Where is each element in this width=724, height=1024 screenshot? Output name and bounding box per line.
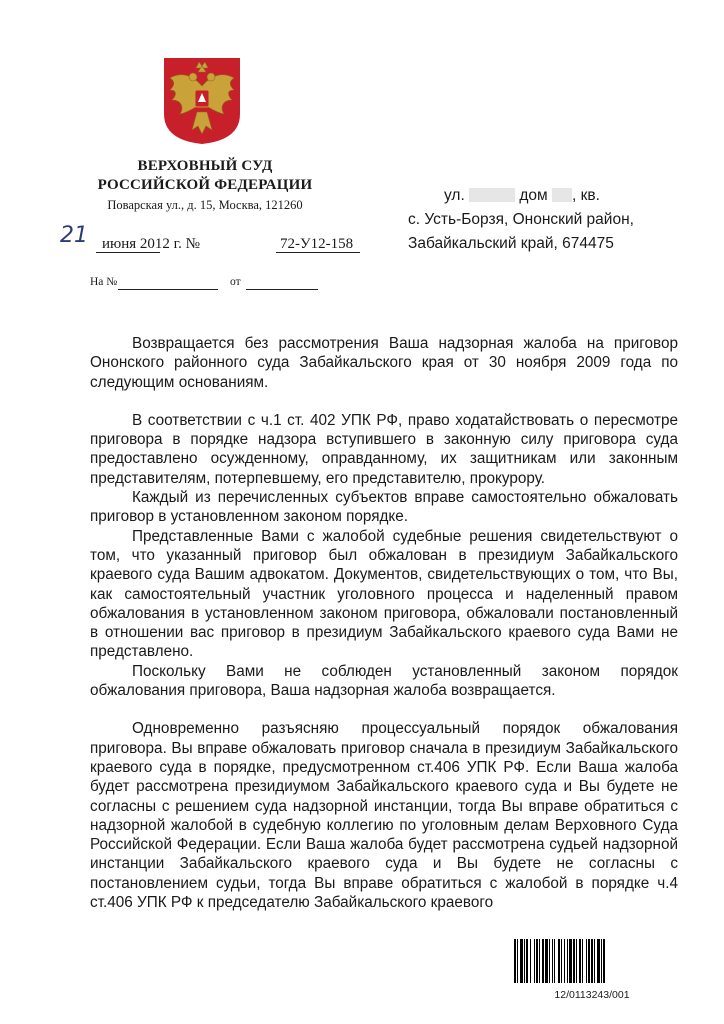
outgoing-day: 21 [60, 223, 88, 248]
paragraph-3: Каждый из перечисленных субъектов вправе самостоятельно обжаловать приговор в установленном законом порядке. [90, 489, 678, 526]
barcode-bar [530, 939, 531, 983]
barcode-bar [549, 939, 550, 983]
outgoing-number: 72-У12-158 [280, 236, 354, 252]
barcode-bar [582, 939, 583, 983]
barcode-bar [588, 939, 590, 983]
barcode-bar [539, 939, 540, 983]
barcode-bar [514, 939, 516, 983]
paragraph-1: Возвращается без рассмотрения Ваша надзорная жалоба на приговор Ононского районного суда Забайкальского края от 30 ноября 2009 года по следующим основаниям. [90, 335, 678, 391]
paragraph-2: В соответствии с ч.1 ст. 402 УПК РФ, право ходатайствовать о пересмотре приговора в порядке надзора вступившего в законную силу приговора суда предоставлено осужденному, оправданному, их защитникам или законным представителям, потерпевшему, его представителю, прокурору. [90, 411, 678, 487]
barcode-bar [536, 939, 538, 983]
reference-no-blank [118, 289, 218, 290]
paragraph-5: Поскольку Вами не соблюден установленный законом порядок обжалования приговора, Ваша надзорная жалоба возвращается. [90, 662, 678, 700]
recipient-line1 [408, 184, 653, 208]
barcode-bar [517, 939, 518, 983]
barcode-bar [601, 939, 602, 983]
outgoing-date-number [58, 223, 358, 253]
redacted-house [552, 188, 572, 202]
barcode-bar [545, 939, 548, 983]
outgoing-date-rest: июня 2012 г. № [102, 236, 200, 252]
reference-line [90, 276, 330, 292]
barcode-bar [558, 939, 560, 983]
barcode-bar [542, 939, 544, 983]
court-name-line1: ВЕРХОВНЫЙ СУД [137, 158, 273, 174]
court-name [92, 157, 318, 195]
barcode-bar [579, 939, 581, 983]
barcode-bar [576, 939, 577, 983]
barcode-bar [573, 939, 575, 983]
recipient-house-label: дом [519, 187, 548, 204]
court-address: Поварская ул., д. 15, Москва, 121260 [107, 198, 303, 212]
barcode-bar [534, 939, 535, 983]
barcode-bar [603, 939, 605, 983]
barcode-bar [564, 939, 565, 983]
recipient-address [408, 184, 653, 256]
barcode-bar [567, 939, 568, 983]
barcode-icon [514, 939, 670, 983]
recipient-apt-label: , кв. [572, 187, 600, 204]
barcode-bar [591, 939, 593, 983]
reference-no-label: На № [90, 276, 118, 288]
court-name-line2: РОССИЙСКОЙ ФЕДЕРАЦИИ [97, 177, 313, 193]
recipient-street-prefix: ул. [444, 187, 465, 204]
reference-from-label: от [230, 276, 241, 288]
barcode-number: 12/0113243/001 [554, 989, 630, 1001]
recipient-line3: Забайкальский край, 674475 [408, 235, 614, 252]
barcode-bar [597, 939, 600, 983]
coat-of-arms-icon [162, 56, 242, 146]
redacted-street [469, 188, 515, 202]
recipient-line2: с. Усть-Борзя, Ононский район, [408, 211, 634, 228]
reference-from-blank [246, 289, 318, 290]
barcode-bar [561, 939, 562, 983]
barcode-bar [569, 939, 572, 983]
barcode-bar [594, 939, 595, 983]
paragraph-6: Одновременно разъясняю процессуальный порядок обжалования приговора. Вы вправе обжаловать приговор сначала в президиум Забайкальского краевого суда в порядке, предусмотренном ст.406 УПК РФ. Если Ваша жалоба будет рассмотрена президиумом Забайкальского краевого суда и Вы будете не согласны с решением суда надзорной инстанции, тогда Вы вправе обратиться с надзорной жалобой в судебную коллегию по уголовным делам Верховного Суда Российской Федерации. Если Ваша жалоба будет рассмотрена судьей надзорной инстанции Забайкальского краевого суда и Вы будете не согласны с постановлением судьи, тогда Вы вправе обратиться с жалобой в порядке ч.4 ст.406 УПК РФ к председателю Забайкальского краевого [90, 720, 678, 912]
paragraph-4: Представленные Вами с жалобой судебные решения свидетельствуют о том, что указанный приговор был обжалован в президиум Забайкальского краевого суда Вашим адвокатом. Документов, свидетельствующих о том, что Вы, как самостоятельный участник уголовного процесса и наделенный правом обжалования в установленном законом приговора, обжаловали постановленный в отношении вас приговор в президиум Забайкальского краевого суда Вами не представлено. [90, 527, 678, 661]
letter-body [90, 334, 678, 912]
barcode-bar [552, 939, 553, 983]
barcode-bar [554, 939, 555, 983]
barcode-bar [526, 939, 528, 983]
barcode-bar [520, 939, 523, 983]
barcode-bar [586, 939, 587, 983]
barcode-bar [524, 939, 525, 983]
